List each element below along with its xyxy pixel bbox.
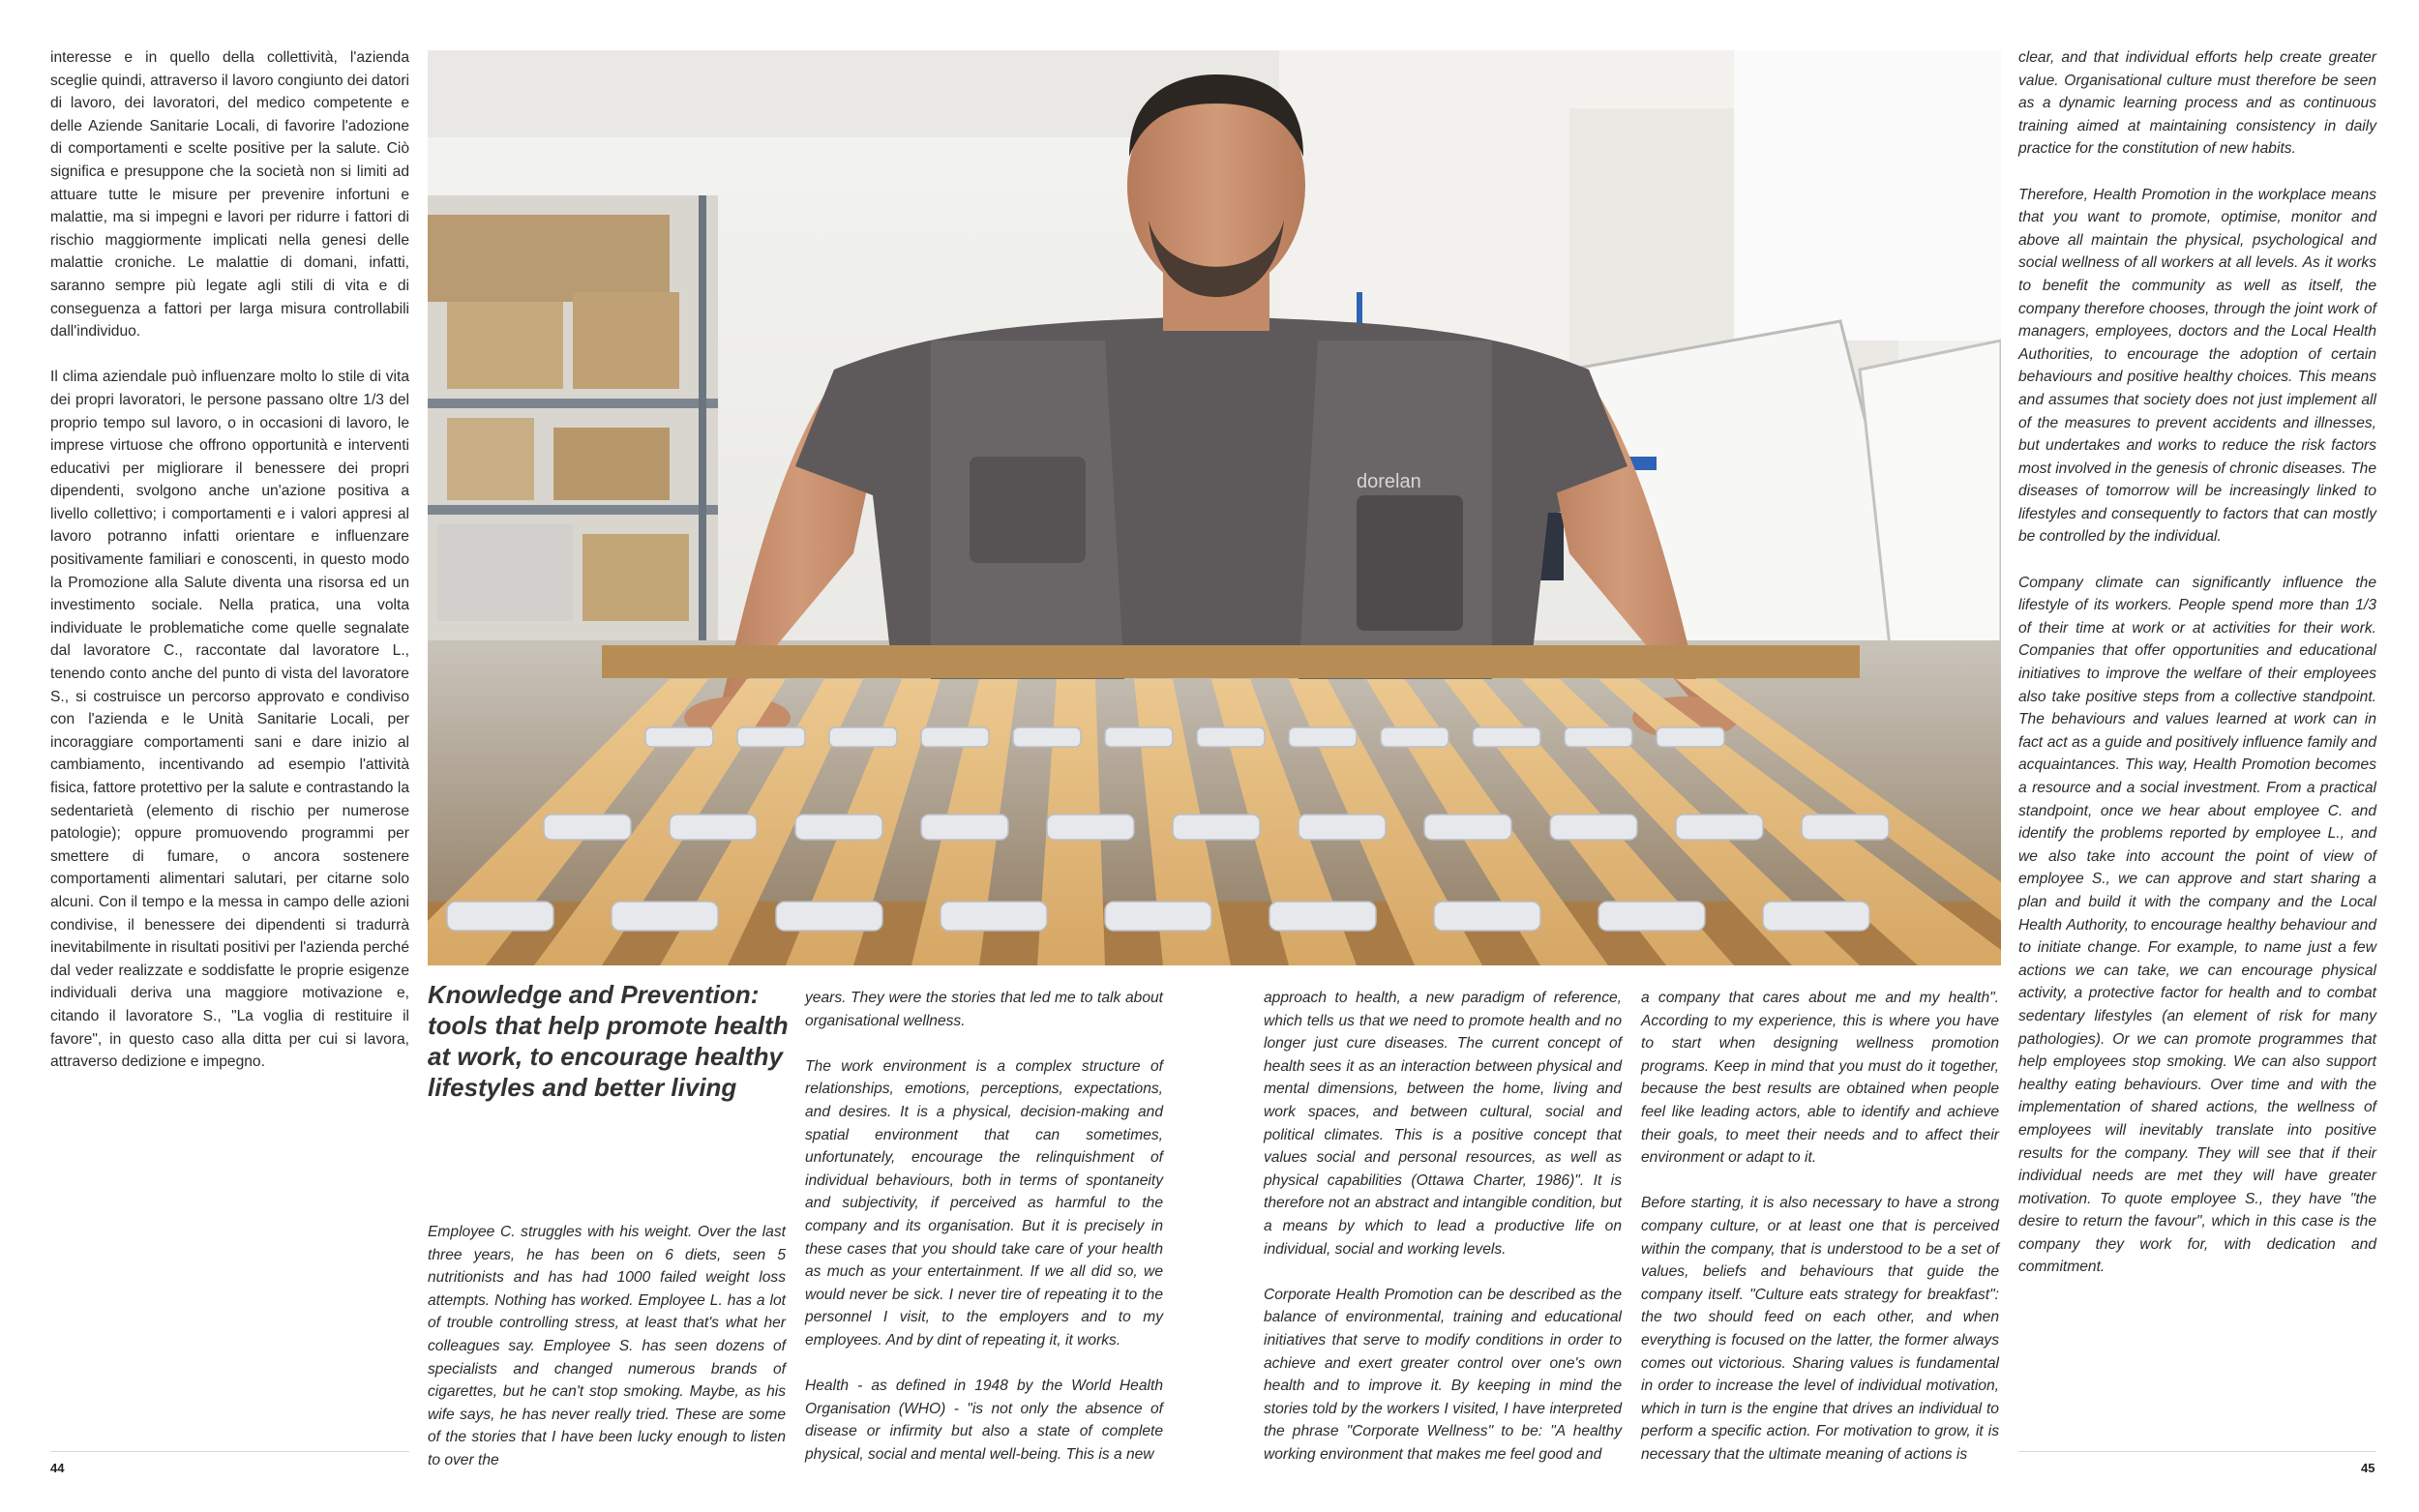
paragraph: Employee C. struggles with his weight. Over the last three years, he has been on 6 diets, seen 5 nutritionists and has had 1000 failed weight loss attempts. Nothing has worked. Employee L. has a lot of trouble controlling stress, at least that's what her colleagues say. Employee S. has seen dozens of specialists and changed numerous brands of cigarettes, but he can't stop smoking. Maybe, as his wife says, he has never really tried. These are some of the stories that I have been lucky enough to listen to over the — [428, 1224, 786, 1468]
paragraph: Therefore, Health Promotion in the workplace means that you want to promote, optimise, monitor and above all maintain the physical, psychological and social wellness of all workers at all levels. As it works to benefit the community as well as itself, the company therefore chooses, through the joint work of managers, employees, doctors and the Local Health Authorities, to encourage the adoption of certain behaviours and positive healthy choices. This means and assumes that society does not just implement all of the measures to prevent accidents and illnesses, but undertakes and works to reduce the risk factors most involved in the genesis of chronic diseases. The diseases of tomorrow will be increasingly linked to lifestyles and consequently to factors that can mostly be controlled by the individual. — [2018, 186, 2376, 546]
paragraph: Company climate can significantly influence the lifestyle of its workers. People spend more than 1/3 of their time at work or at activities for their work. Companies that offer opportunities and educational initiatives to improve the welfare of their employees also take positive steps from a collective standpoint. The behaviours and values learned at work can in fact act as a guide and positively influence family and acquaintances. This way, Health Promotion becomes a resource and a social investment. From a practical standpoint, once we hear about employee C. and identify the problems reported by employee L., and we also take into account the point of view of employee S., we can approve and start sharing a plan and build it with the company and the Local Health Authority, to encourage healthy behaviour and to initiate change. For example, to name just a few actions we can take, we can encourage physical activity, a protective factor for health and to combat sedentary lifestyles (an element of risk for many pathologies). Or we can promote programmes that help employees stop smoking. We can also support healthy eating behaviours. Over time and with the implementation of shared actions, the wellness of employees will inevitably translate into positive results for the company. They will see that if their individual needs are met they will have greater motivation. To quote employee S., they have "the desire to return the favour", which in this case is the company they work for, with dedication and commitment. — [2018, 574, 2376, 1276]
article-heading: Knowledge and Prevention: tools that help promote health at work, to encourage healthy lifestyles and better living — [428, 980, 789, 1102]
text-column-5 — [2018, 46, 2376, 1279]
paragraph: Health - as defined in 1948 by the World Health Organisation (WHO) - "is not only the absence of disease or infirmity but also a state of complete physical, social and mental well-being. This is a new — [805, 1378, 1163, 1463]
footer-rule-left — [50, 1451, 409, 1452]
paragraph: a company that cares about me and my health". According to my experience, this is where you have to start when designing wellness promotion programs. Keep in mind that you must do it together, because the best results are obtained when people feel like leading actors, able to identify and achieve their goals, to meet their needs and to affect their environment or adapt to it. — [1641, 990, 1999, 1167]
paragraph: years. They were the stories that led me to talk about organisational wellness. — [805, 990, 1163, 1029]
paragraph: Il clima aziendale può influenzare molto lo stile di vita dei propri lavoratori, le persone passano oltre 1/3 del proprio tempo sul lavoro, o in occasioni di lavoro, le imprese virtuose che offrono opportunità e interventi educativi per migliorare il benessere dei propri dipendenti, svolgono anche un'azione positiva a livello collettivo; i comportamenti e i valori appresi al lavoro potranno infatti orientare e influenzare positivamente familiari e conoscenti, in questo modo la Promozione alla Salute diventa una risorsa ed un investimento sociale. Nella pratica, una volta individuate le problematiche come quelle segnalate dal lavoratore C., raccontate dal lavoratore L., tenendo conto anche del punto di vista del lavoratore S., si costruisce un percorso approvato e condiviso con l'azienda e le Unità Sanitarie Locali, per incoraggiare comportamenti sani e dare inizio al cambiamento, incentivando ad esempio l'attività fisica, fattore protettivo per la salute e contrastando la sedentarietà (elemento di rischio per numerose patologie); oppure promuovendo programmi per smettere di fumare, o ancora sostenere comportamenti alimentari salutari, per citarne solo alcuni. Con il tempo e la messa in campo delle azioni condivise, il benessere dei dipendenti si tradurrà inevitabilmente in risultati positivi per l'azienda perché dal veder realizzate e soddisfatte le proprie esigenze individuali deriva una maggiore motivazione e, citando il lavoratore S., "La voglia di restituire il favore", in questo caso alla ditta per cui si lavora, attraverso dedizione e impegno. — [50, 369, 409, 1071]
text-column-3 — [1264, 987, 1622, 1466]
paragraph: interesse e in quello della collettività, l'azienda sceglie quindi, attraverso il lavoro congiunto dei datori di lavoro, dei lavoratori, del medico competente e delle Aziende Sanitarie Locali, di favorire l'adozione di comportamenti e scelte positive per la salute. Ciò significa e presuppone che la società non si limiti ad attuare tutte le misure per prevenire infortuni e malattie, ma si impegni e lavori per ridurre i fattori di rischio maggiormente implicati nella genesi delle malattie croniche. Le malattie di domani, infatti, saranno sempre più legate agli stili di vita e di conseguenza a fattori per larga misura controllabili dall'individuo. — [50, 49, 409, 341]
article-photo — [428, 50, 2001, 965]
paragraph: The work environment is a complex structure of relationships, emotions, perceptions, expectations, and desires. It is a physical, decision-making and spatial environment that can sometimes, unfortunately, encourage the relinquishment of individual behaviours, both in terms of spontaneity and subjectivity, if perceived as harmful to the company and its organisation. But it is precisely in these cases that you should take care of your health as much as your entertainment. If we all did so, we would never be sick. I never tire of repeating it to the personnel I visit, to the employers and to my employees. And by dint of repeating it, it works. — [805, 1057, 1163, 1349]
page-number-right: 45 — [2361, 1461, 2375, 1475]
paragraph: clear, and that individual efforts help create greater value. Organisational culture must therefore be seen as a dynamic learning process and as continuous training aimed at maintaining consistency in daily practice for the constitution of new habits. — [2018, 49, 2376, 158]
footer-rule-right — [2018, 1451, 2376, 1452]
vest-brand-logo: dorelan — [1357, 471, 1421, 492]
italian-text-column — [50, 46, 409, 1074]
page-number-left: 44 — [50, 1461, 65, 1475]
intro-column — [428, 1221, 786, 1472]
paragraph: Corporate Health Promotion can be described as the balance of environmental, training and educational initiatives that serve to modify conditions in order to achieve and exert greater control over one's own health and to improve it. By keeping in mind the stories told by the workers I visited, I have interpreted the phrase "Corporate Wellness" to be: "A healthy working environment that makes me feel good and — [1264, 1286, 1622, 1463]
warehouse-shelves — [428, 195, 718, 640]
paragraph: Before starting, it is also necessary to have a strong company culture, or at least one that is perceived within the company, that is understood to be a set of values, beliefs and behaviours that guide the company itself. "Culture eats strategy for breakfast": the two should feed on each other, and when everything is focused on the latter, the former always comes out victorious. Sharing values is fundamental in order to increase the level of individual motivation, which in turn is the engine that drives an individual to perform a specific action. For motivation to grow, it is necessary that the ultimate meaning of actions is — [1641, 1195, 1999, 1463]
text-column-4 — [1641, 987, 1999, 1466]
text-column-2 — [805, 987, 1163, 1466]
paragraph: approach to health, a new paradigm of reference, which tells us that we need to promote health and no longer just cure diseases. The current concept of health sees it as an interaction between physical and mental dimensions, between the home, living and work spaces, and between cultural, social and political climates. This is a positive concept that values social and personal resources, as well as physical capabilities (Ottawa Charter, 1986)". It is therefore not an abstract and intangible condition, but a means by which to lead a productive life on individual, social and working levels. — [1264, 990, 1622, 1258]
